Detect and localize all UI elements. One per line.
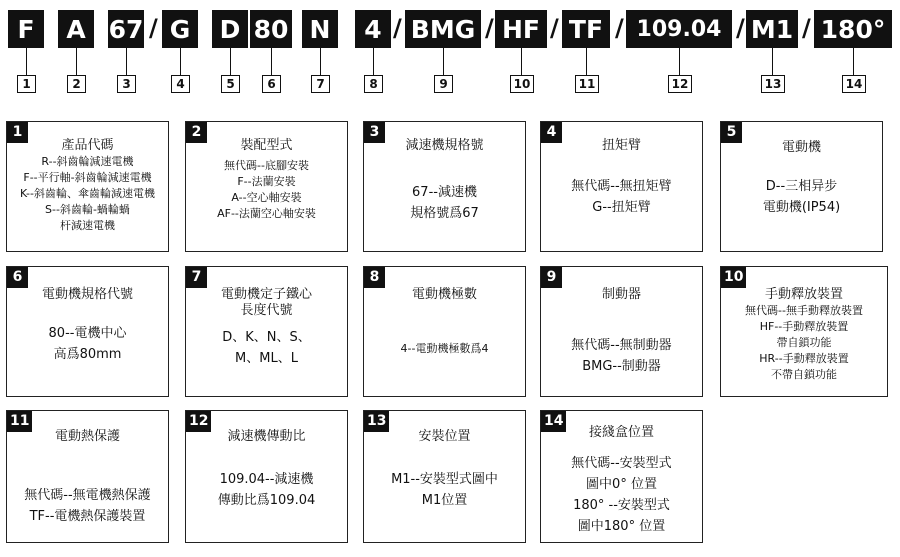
card-title-line: 減速機規格號	[405, 138, 484, 153]
card-title	[186, 287, 347, 319]
card-number-badge: 2	[186, 122, 207, 143]
card-description	[541, 453, 702, 537]
card-number-badge: 11	[7, 411, 32, 432]
card-description	[364, 469, 525, 511]
card-title	[7, 138, 168, 154]
card-description	[364, 182, 525, 224]
code-segment-3: 67	[108, 10, 144, 48]
spec-card-3	[363, 121, 526, 252]
card-description	[7, 154, 168, 234]
card-description-line: 無代碼--無扭矩臂	[571, 179, 672, 194]
card-number-badge: 6	[7, 267, 28, 288]
connector-line	[126, 48, 127, 75]
position-index-14: 14	[842, 75, 866, 93]
code-segment-14: 180°	[814, 10, 892, 48]
position-index-13: 13	[761, 75, 785, 93]
code-segment-10: HF	[495, 10, 547, 48]
card-description-line: S--斜齒輪-蝸輪蝸	[45, 203, 130, 216]
connector-line	[521, 48, 522, 75]
card-description-line: HF--手動釋放裝置	[759, 320, 849, 333]
card-title-line: 電動機極數	[411, 287, 477, 302]
connector-line	[772, 48, 773, 75]
card-title-line: 產品代碼	[61, 138, 114, 153]
connector-line	[230, 48, 231, 75]
card-number-badge: 13	[364, 411, 389, 432]
card-title-line: 電動機規格代號	[41, 287, 133, 302]
card-description	[721, 303, 887, 383]
card-description-line: D、K、N、S、	[222, 330, 311, 345]
card-title-line: 長度代號	[240, 303, 293, 318]
connector-line	[853, 48, 854, 75]
card-description-line: 不帶自鎖功能	[771, 368, 837, 381]
card-description	[541, 176, 702, 218]
code-segment-9: BMG	[405, 10, 481, 48]
card-title	[541, 138, 702, 154]
card-title-line: 接綫盒位置	[588, 425, 654, 440]
code-segment-13: M1	[746, 10, 798, 48]
connector-line	[26, 48, 27, 75]
separator-slash: /	[736, 14, 745, 42]
card-title-line: 裝配型式	[240, 138, 293, 153]
card-description-line: K--斜齒輪、傘齒輪減速電機	[20, 187, 155, 200]
card-title	[721, 140, 882, 156]
card-number-badge: 9	[541, 267, 562, 288]
card-description-line: 圖中0° 位置	[586, 477, 657, 492]
connector-line	[586, 48, 587, 75]
connector-line	[679, 48, 680, 75]
connector-line	[271, 48, 272, 75]
card-description-line: 無代碼--安裝型式	[571, 456, 672, 471]
code-segment-6: 80	[250, 10, 292, 48]
connector-line	[443, 48, 444, 75]
card-title	[364, 287, 525, 303]
spec-card-6	[6, 266, 169, 397]
spec-card-14	[540, 410, 703, 543]
code-segment-5: D	[212, 10, 248, 48]
separator-slash: /	[149, 14, 158, 42]
spec-card-4	[540, 121, 703, 252]
code-segment-12: 109.04	[626, 10, 732, 48]
card-title	[7, 429, 168, 445]
code-segment-8: 4	[355, 10, 391, 48]
card-description-line: A--空心軸安裝	[231, 191, 302, 204]
card-title	[7, 287, 168, 303]
card-number-badge: 10	[721, 267, 746, 288]
card-description	[7, 323, 168, 365]
connector-line	[373, 48, 374, 75]
card-title-line: 制動器	[601, 287, 641, 302]
separator-slash: /	[485, 14, 494, 42]
spec-card-2	[185, 121, 348, 252]
card-title-line: 手動釋放裝置	[764, 287, 843, 302]
card-number-badge: 5	[721, 122, 742, 143]
card-description	[186, 158, 347, 222]
position-index-7: 7	[311, 75, 330, 93]
card-number-badge: 7	[186, 267, 207, 288]
position-index-10: 10	[510, 75, 534, 93]
spec-card-12	[185, 410, 348, 543]
spec-card-7	[185, 266, 348, 397]
card-title	[721, 287, 887, 303]
card-description-line: 傳動比爲109.04	[217, 493, 316, 508]
card-description	[721, 176, 882, 218]
separator-slash: /	[802, 14, 811, 42]
card-title	[364, 138, 525, 154]
card-description-line: 電動機(IP54)	[762, 200, 841, 215]
card-title-line: 安裝位置	[418, 429, 471, 444]
card-description-line: 180° --安裝型式	[573, 498, 670, 513]
position-index-5: 5	[221, 75, 240, 93]
card-title-line: 電動熱保護	[54, 429, 120, 444]
spec-card-11	[6, 410, 169, 543]
card-description	[186, 469, 347, 511]
card-number-badge: 3	[364, 122, 385, 143]
card-description-line: M1--安裝型式圖中	[391, 472, 498, 487]
card-description-line: AF--法蘭空心軸安裝	[217, 207, 316, 220]
card-description	[541, 335, 702, 377]
card-description-line: 無代碼--無手動釋放裝置	[745, 304, 863, 317]
card-description-line: 無代碼--無電機熱保護	[24, 488, 151, 503]
separator-slash: /	[393, 14, 402, 42]
spec-card-13	[363, 410, 526, 543]
card-number-badge: 12	[186, 411, 211, 432]
card-description	[186, 327, 347, 369]
card-description-line: G--扭矩臂	[592, 200, 651, 215]
card-description-line: 杆減速電機	[60, 219, 115, 232]
spec-card-5	[720, 121, 883, 252]
card-description-line: M、ML、L	[235, 351, 298, 366]
card-description-line: BMG--制動器	[582, 359, 661, 374]
spec-card-9	[540, 266, 703, 397]
card-title	[541, 425, 702, 441]
card-description-line: M1位置	[421, 493, 468, 508]
spec-card-10	[720, 266, 888, 397]
code-segment-11: TF	[562, 10, 610, 48]
card-description-line: 無代碼--底腳安裝	[224, 159, 309, 172]
position-index-12: 12	[668, 75, 692, 93]
connector-line	[180, 48, 181, 75]
code-segment-7: N	[302, 10, 338, 48]
card-title	[364, 429, 525, 445]
position-index-8: 8	[364, 75, 383, 93]
card-description-line: F--法蘭安裝	[237, 175, 296, 188]
card-description-line: R--斜齒輪減速電機	[41, 155, 134, 168]
code-segment-2: A	[58, 10, 94, 48]
card-number-badge: 1	[7, 122, 28, 143]
position-index-6: 6	[262, 75, 281, 93]
card-description-line: 109.04--減速機	[219, 472, 314, 487]
card-description-line: 帶自鎖功能	[776, 336, 832, 349]
position-index-9: 9	[434, 75, 453, 93]
card-description	[364, 341, 525, 357]
card-title-line: 電動機定子鐵心	[220, 287, 312, 302]
card-description-line: 圖中180° 位置	[577, 519, 666, 534]
position-index-1: 1	[17, 75, 36, 93]
card-description-line: D--三相异步	[765, 179, 838, 194]
card-description-line: 無代碼--無制動器	[571, 338, 672, 353]
card-number-badge: 14	[541, 411, 566, 432]
spec-card-8	[363, 266, 526, 397]
position-index-2: 2	[67, 75, 86, 93]
position-index-11: 11	[575, 75, 599, 93]
card-description-line: TF--電機熱保護裝置	[29, 509, 146, 524]
connector-line	[76, 48, 77, 75]
position-index-4: 4	[171, 75, 190, 93]
connector-line	[320, 48, 321, 75]
code-segment-1: F	[8, 10, 44, 48]
card-title	[186, 429, 347, 445]
spec-card-1	[6, 121, 169, 252]
code-segment-4: G	[162, 10, 198, 48]
card-description-line: 高爲80mm	[53, 347, 122, 362]
card-description-line: 80--電機中心	[48, 326, 127, 341]
card-title	[541, 287, 702, 303]
card-description	[7, 485, 168, 527]
card-title-line: 電動機	[781, 140, 821, 155]
card-number-badge: 4	[541, 122, 562, 143]
card-title-line: 減速機傳動比	[227, 429, 306, 444]
position-index-3: 3	[117, 75, 136, 93]
card-description-line: HR--手動釋放裝置	[759, 352, 849, 365]
card-description-line: 67--減速機	[412, 185, 477, 200]
card-description-line: 規格號爲67	[410, 206, 479, 221]
separator-slash: /	[550, 14, 559, 42]
card-description-line: F--平行軸-斜齒輪減速電機	[23, 171, 152, 184]
card-title	[186, 138, 347, 154]
separator-slash: /	[615, 14, 624, 42]
card-title-line: 扭矩臂	[601, 138, 641, 153]
card-number-badge: 8	[364, 267, 385, 288]
card-description-line: 4--電動機極數爲4	[400, 342, 489, 355]
